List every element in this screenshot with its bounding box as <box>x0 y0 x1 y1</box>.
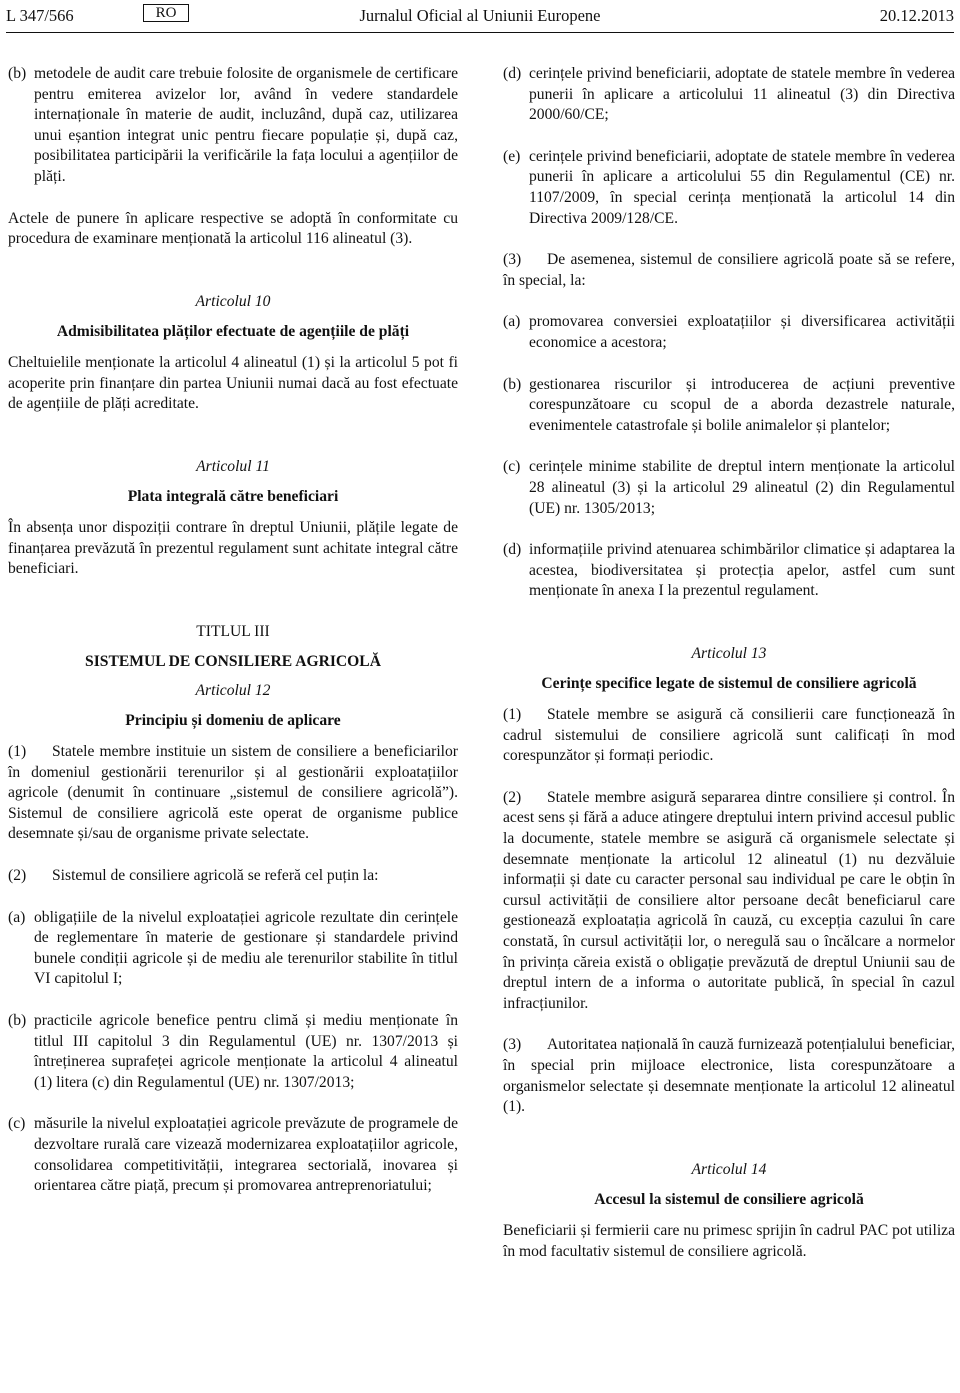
item-label: (c) <box>8 1115 26 1133</box>
paragraph: Cheltuielile menționate la articolul 4 alineatul (1) și la articolul 5 pot fi acoperite prin finanțare din partea Uniunii numai dacă au fost efectuate de agențiile de plăți acreditate. <box>8 353 458 413</box>
language-badge: RO <box>143 4 189 22</box>
item-label: (d) <box>503 541 522 559</box>
list-item <box>503 457 955 519</box>
item-text: metodele de audit care trebuie folosite de organismele de certificare pentru emiterea avizelor lor, având în vedere standardele internaționale în materie de audit, incluzând, după caz, utilizarea unui eșantion integrat unic pentru fiecare populație și, după caz, posibilitatea participării la verificările la fața locului a agențiilor de plăți. <box>34 65 458 185</box>
title-number: TITLUL III <box>196 622 270 640</box>
paragraph-number: (3) <box>503 1036 522 1054</box>
item-label: (b) <box>503 375 522 393</box>
list-item <box>503 540 955 602</box>
list-item <box>8 64 458 188</box>
paragraph: Beneficiarii și fermierii care nu primesc sprijin în cadrul PAC pot utiliza în mod facultativ sistemul de consiliere agricolă. <box>503 1221 955 1260</box>
list-item <box>503 64 955 126</box>
journal-title: Jurnalul Oficial al Uniunii Europene <box>359 6 601 25</box>
list-item <box>503 147 955 229</box>
item-text: cerințele privind beneficiarii, adoptate de statele membre în vederea punerii în aplicare a articolului 55 din Regulamentul (CE) nr. 1107/2009, în special cerința menționată la articolul 14 din Directiva 2009/128/CE. <box>529 147 955 227</box>
paragraph-number: (2) <box>8 867 27 885</box>
list-item <box>8 1011 458 1093</box>
paragraph-text: Statele membre asigură separarea dintre consiliere și control. În acest sens și fără a aduce atingere dreptului intern privind accesul public la documente, statele membre se asigură că organismele selectate și desemnate menționate la articolul 12 alineatul (1) nu dezvăluie informații și date cu caracter personal sau individual pe care le obțin în cursul activității de consiliere altor persoane decât beneficiarul care gestionează exploatația agricolă în cauză, cu excepția cazului în care constată, în cursul activității lor, o neregulă sau o încălcare a normelor în privința căreia există o obligație prevăzută de dreptul Uniunii sau de dreptul intern de a informa o autoritate publică, în special în cazul infracțiunilor. <box>503 788 955 1012</box>
paragraph <box>503 788 955 1015</box>
item-text: măsurile la nivelul exploatației agricole prevăzute de programele de dezvoltare rurală care vizează modernizarea exploatațiilor agricole, consolidarea competitivității, integrarea sectorială, inovarea și orientarea către piață, precum și promovarea antreprenoriatului; <box>34 1115 458 1195</box>
title-name: SISTEMUL DE CONSILIERE AGRICOLĂ <box>85 653 381 671</box>
list-item <box>8 1114 458 1196</box>
publication-date: 20.12.2013 <box>879 6 954 25</box>
right-column <box>503 64 955 1262</box>
item-text: obligațiile de la nivelul exploatației agricole rezultate din cerințele de reglementare în materie de gestionare și standardele privind bunele condiții agricole și de mediu ale terenurilor stabilite în titlul VI capitolul I; <box>34 908 458 988</box>
left-column <box>8 64 458 1197</box>
list-item <box>503 375 955 437</box>
paragraph-text: Statele membre se asigură că consilierii care funcționează în cadrul sistemului de consiliere agricolă sunt calificați în mod corespunzător și formați periodic. <box>503 706 955 765</box>
article-number: Articolul 13 <box>691 644 767 662</box>
article-title: Principiu și domeniu de aplicare <box>125 712 341 730</box>
page-reference: L 347/566 <box>6 6 74 25</box>
item-label: (a) <box>503 313 521 331</box>
article-title: Admisibilitatea plăților efectuate de agențiile de plăți <box>56 323 410 341</box>
page-header <box>6 4 954 30</box>
paragraph: Actele de punere în aplicare respective se adoptă în conformitate cu procedura de examinare menționată la articolul 116 alineatul (3). <box>8 209 458 248</box>
article-number: Articolul 14 <box>691 1160 767 1178</box>
article-title: Accesul la sistemul de consiliere agricolă <box>594 1191 864 1209</box>
item-label: (c) <box>503 458 521 476</box>
item-label: (a) <box>8 908 26 926</box>
item-label: (e) <box>503 147 521 165</box>
paragraph: În absența unor dispoziții contrare în dreptul Uniunii, plățile legate de finanțarea prevăzută în prezentul regulament sunt achitate integral către beneficiari. <box>8 518 458 578</box>
item-text: cerințele minime stabilite de dreptul intern menționate la articolul 28 alineatul (3) și la articolul 29 alineatul (2) din Regulamentul (UE) nr. 1305/2013; <box>529 458 955 517</box>
list-item <box>8 908 458 990</box>
header-divider <box>6 32 954 33</box>
paragraph-text: De asemenea, sistemul de consiliere agricolă poate să se refere, în special, la: <box>503 251 955 289</box>
item-text: informațiile privind atenuarea schimbărilor climatice și adaptarea la acestea, biodiversitatea și protecția apelor, astfel cum sunt menționate în anexa I la prezentul regulament. <box>529 541 955 600</box>
item-label: (b) <box>8 65 27 82</box>
paragraph-number: (2) <box>503 788 522 806</box>
item-text: promovarea conversiei exploatațiilor și diversificarea activității economice a acestora; <box>529 313 955 351</box>
paragraph <box>503 250 955 291</box>
paragraph-number: (3) <box>503 251 522 269</box>
paragraph-number: (1) <box>503 706 522 724</box>
item-text: gestionarea riscurilor și introducerea de acțiuni preventive corespunzătoare cu scopul de a aborda dezastrele naturale, evenimentele catastrofale și bolile animalelor și plantelor; <box>529 375 955 434</box>
article-number: Articolul 12 <box>195 681 271 699</box>
item-label: (d) <box>503 65 522 82</box>
paragraph-text: Sistemul de consiliere agricolă se referă cel puțin la: <box>52 867 379 885</box>
paragraph <box>8 866 458 887</box>
paragraph-text: Autoritatea națională în cauză furnizează potențialului beneficiar, în special prin mijloace electronice, lista corespunzătoare a organismelor selectate și desemnate menționate la articolul 12 alineatul (1). <box>503 1036 955 1116</box>
list-item <box>503 312 955 353</box>
item-label: (b) <box>8 1012 27 1029</box>
item-text: cerințele privind beneficiarii, adoptate de statele membre în vederea punerii în aplicare a articolului 11 alineatul (3) din Directiva 2000/60/CE; <box>529 65 955 124</box>
paragraph <box>8 742 458 845</box>
article-number: Articolul 10 <box>195 292 271 310</box>
paragraph-text: Statele membre instituie un sistem de consiliere a beneficiarilor în domeniul gestionării terenurilor și al gestionării exploatațiilor agricole (denumit în continuare „sistemul de consiliere agricolă”). Sistemul de consiliere agricolă este operat de organisme publice desemnate și/sau de organisme private selectate. <box>8 743 458 843</box>
article-number: Articolul 11 <box>196 457 270 475</box>
item-text: practicile agricole benefice pentru climă și mediu menționate în titlul III capitolul 3 din Regulamentul (UE) nr. 1307/2013 și întreținerea suprafeței agricole menționate la articolul 4 alineatul (1) litera (c) din Regulamentul (UE) nr. 1307/2013; <box>34 1012 458 1091</box>
article-title: Plata integrală către beneficiari <box>127 488 339 506</box>
paragraph <box>503 705 955 767</box>
article-title: Cerințe specifice legate de sistemul de consiliere agricolă <box>541 675 917 693</box>
paragraph <box>503 1035 955 1117</box>
paragraph-number: (1) <box>8 743 27 761</box>
